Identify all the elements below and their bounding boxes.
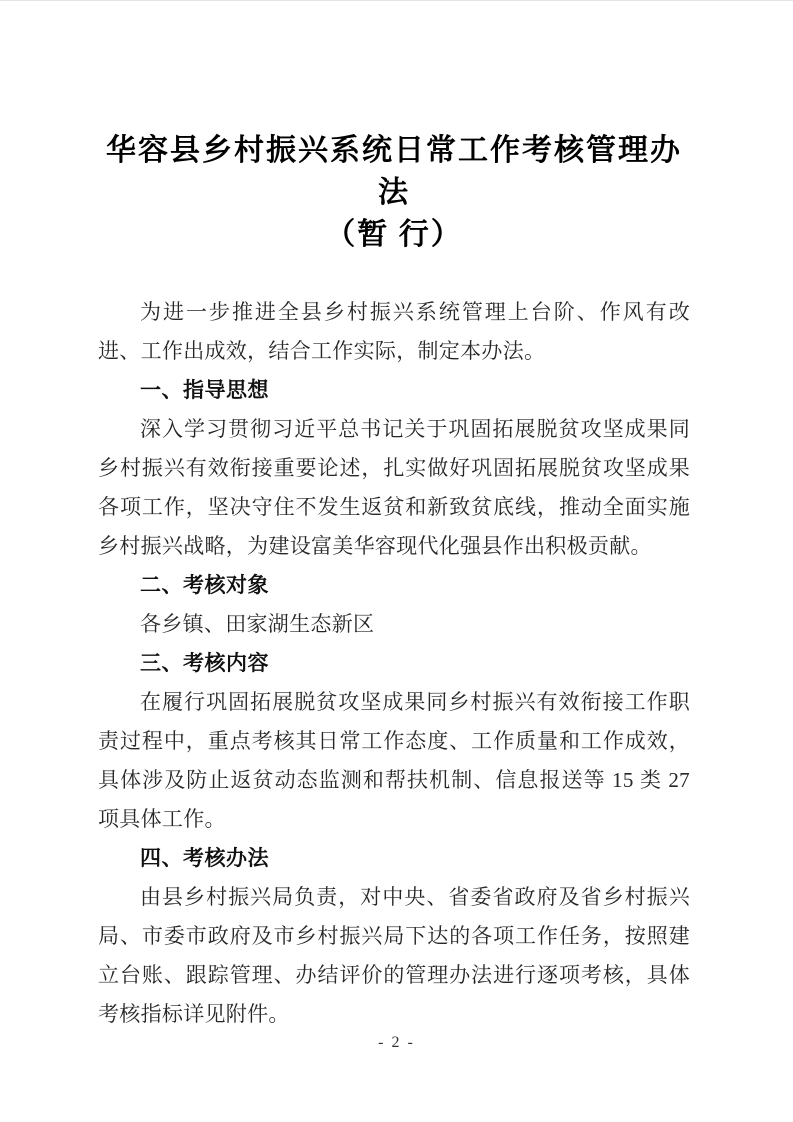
document-content — [98, 1, 690, 1034]
section-paragraph-assessment-targets: 各乡镇、田家湖生态新区 — [140, 612, 375, 636]
section-heading-assessment-method: 四、考核办法 — [140, 847, 269, 870]
intro-paragraph: 为进一步推进全县乡村振兴系统管理上台阶、作风有改进、工作出成效，结合工作实际，制定本办法。 — [98, 300, 690, 363]
section-heading-assessment-content: 三、考核内容 — [140, 652, 269, 675]
page-number: - 2 - — [378, 1034, 415, 1051]
document-title — [98, 130, 690, 256]
section-paragraph-assessment-method: 由县乡村振兴局负责，对中央、省委省政府及省乡村振兴局、市委市政府及市乡村振兴局下达的各项工作任务，按照建立台账、跟踪管理、办结评价的管理办法进行逐项考核，具体考核指标详见附件。 — [98, 885, 690, 1026]
section-heading-assessment-targets: 二、考核对象 — [140, 574, 269, 597]
section-paragraph-guiding-ideology: 深入学习贯彻习近平总书记关于巩固拓展脱贫攻坚成果同乡村振兴有效衔接重要论述，扎实做好巩固拓展脱贫攻坚成果各项工作，坚决守住不发生返贫和新致贫底线，推动全面实施乡村振兴战略，为建设富美华容现代化强县作出积极贡献。 — [98, 417, 690, 558]
document-title-line1: 华容县乡村振兴系统日常工作考核管理办法 — [106, 134, 682, 209]
document-title-line2: （暂 行） — [325, 218, 463, 251]
section-paragraph-assessment-content: 在履行巩固拓展脱贫攻坚成果同乡村振兴有效衔接工作职责过程中，重点考核其日常工作态度、工作质量和工作成效，具体涉及防止返贫动态监测和帮扶机制、信息报送等 15 类 27 项具体工作。 — [98, 690, 690, 831]
section-heading-guiding-ideology: 一、指导思想 — [140, 379, 269, 402]
